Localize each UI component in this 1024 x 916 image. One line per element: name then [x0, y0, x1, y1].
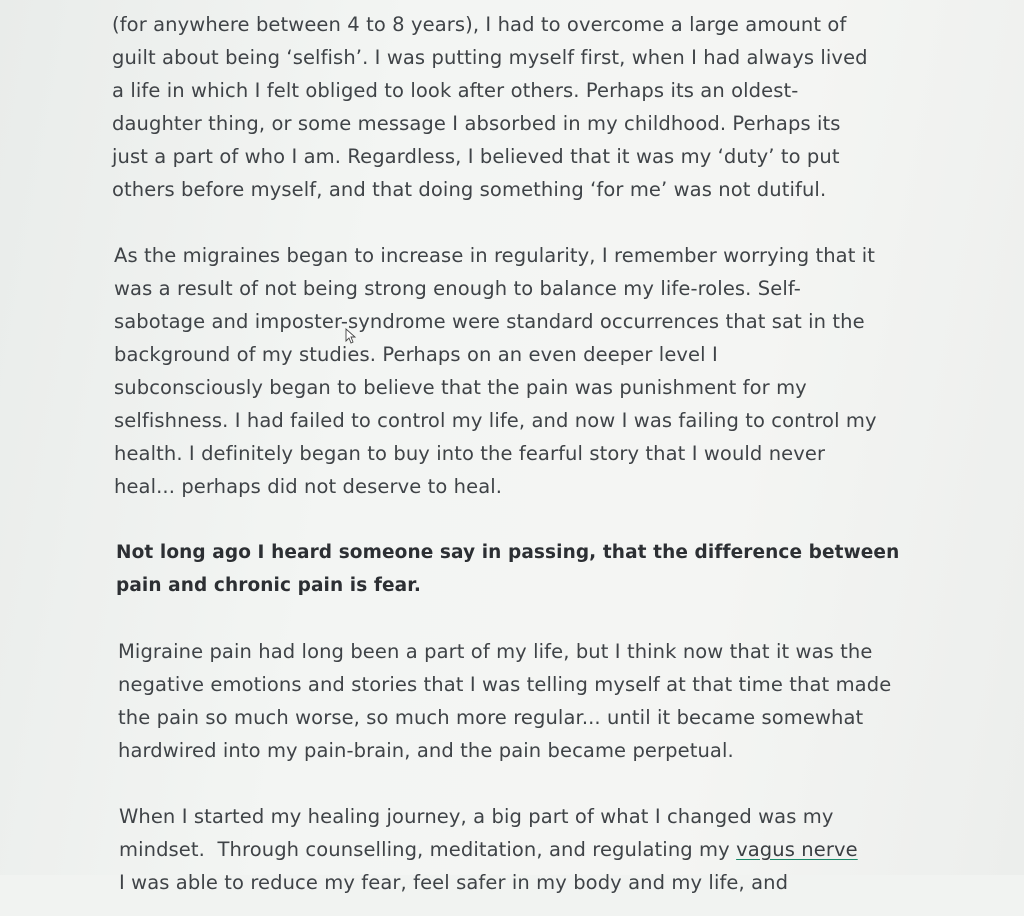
paragraph-line: background of my studies. Perhaps on an even deeper level I	[114, 343, 718, 366]
paragraph-line: As the migraines began to increase in regularity, I remember worrying that it	[114, 244, 876, 267]
paragraph-line: subconsciously began to believe that the pain was punishment for my	[114, 376, 807, 399]
paragraph-pain	[118, 635, 892, 767]
paragraph-line: daughter thing, or some message I absorbed in my childhood. Perhaps its	[112, 112, 841, 135]
paragraph-line: Migraine pain had long been a part of my life, but I think now that it was the	[118, 640, 873, 663]
paragraph-line: others before myself, and that doing something ‘for me’ was not dutiful.	[112, 178, 827, 201]
paragraph-line: sabotage and imposter-syndrome were standard occurrences that sat in the	[114, 310, 865, 333]
paragraph-quote	[116, 536, 900, 602]
paragraph-line: (for anywhere between 4 to 8 years), I had to overcome a large amount of	[112, 13, 847, 36]
paragraph-line: pain and chronic pain is fear.	[116, 575, 421, 596]
paragraph-line: When I started my healing journey, a big part of what I changed was my	[119, 805, 834, 828]
paragraph-line: negative emotions and stories that I was telling myself at that time that made	[118, 673, 892, 696]
article-body	[112, 8, 900, 916]
paragraph-line: heal... perhaps did not deserve to heal.	[114, 475, 503, 498]
paragraph-line: health. I definitely began to buy into the fearful story that I would never	[114, 442, 826, 465]
paragraph-line: was a result of not being strong enough to balance my life-roles. Self-	[114, 277, 801, 300]
paragraph-line-text: mindset. Through counselling, meditation, and regulating my	[119, 838, 737, 861]
paragraph-line: hardwired into my pain-brain, and the pain became perpetual.	[118, 739, 734, 762]
paragraph-line: selfishness. I had failed to control my life, and now I was failing to control my	[114, 409, 877, 432]
paragraph-line: Not long ago I heard someone say in passing, that the difference between	[116, 542, 900, 563]
paragraph-line: the pain so much worse, so much more regular... until it became somewhat	[118, 706, 864, 729]
paragraph-line-with-link	[119, 833, 872, 866]
paragraph-healing	[119, 800, 872, 894]
text-cursor-icon	[345, 328, 355, 344]
vagus-nerve-link[interactable]: vagus nerve	[736, 838, 858, 861]
paragraph-migraines	[114, 239, 877, 503]
paragraph-line: guilt about being ‘selfish’. I was putting myself first, when I had always lived	[112, 46, 868, 69]
paragraph-line-partial: I was able to reduce my fear, feel safer in my body and my life, and	[119, 871, 789, 894]
paragraph-guilt	[112, 8, 872, 206]
paragraph-line: a life in which I felt obliged to look after others. Perhaps its an oldest-	[112, 79, 799, 102]
paragraph-line: just a part of who I am. Regardless, I believed that it was my ‘duty’ to put	[112, 145, 840, 168]
